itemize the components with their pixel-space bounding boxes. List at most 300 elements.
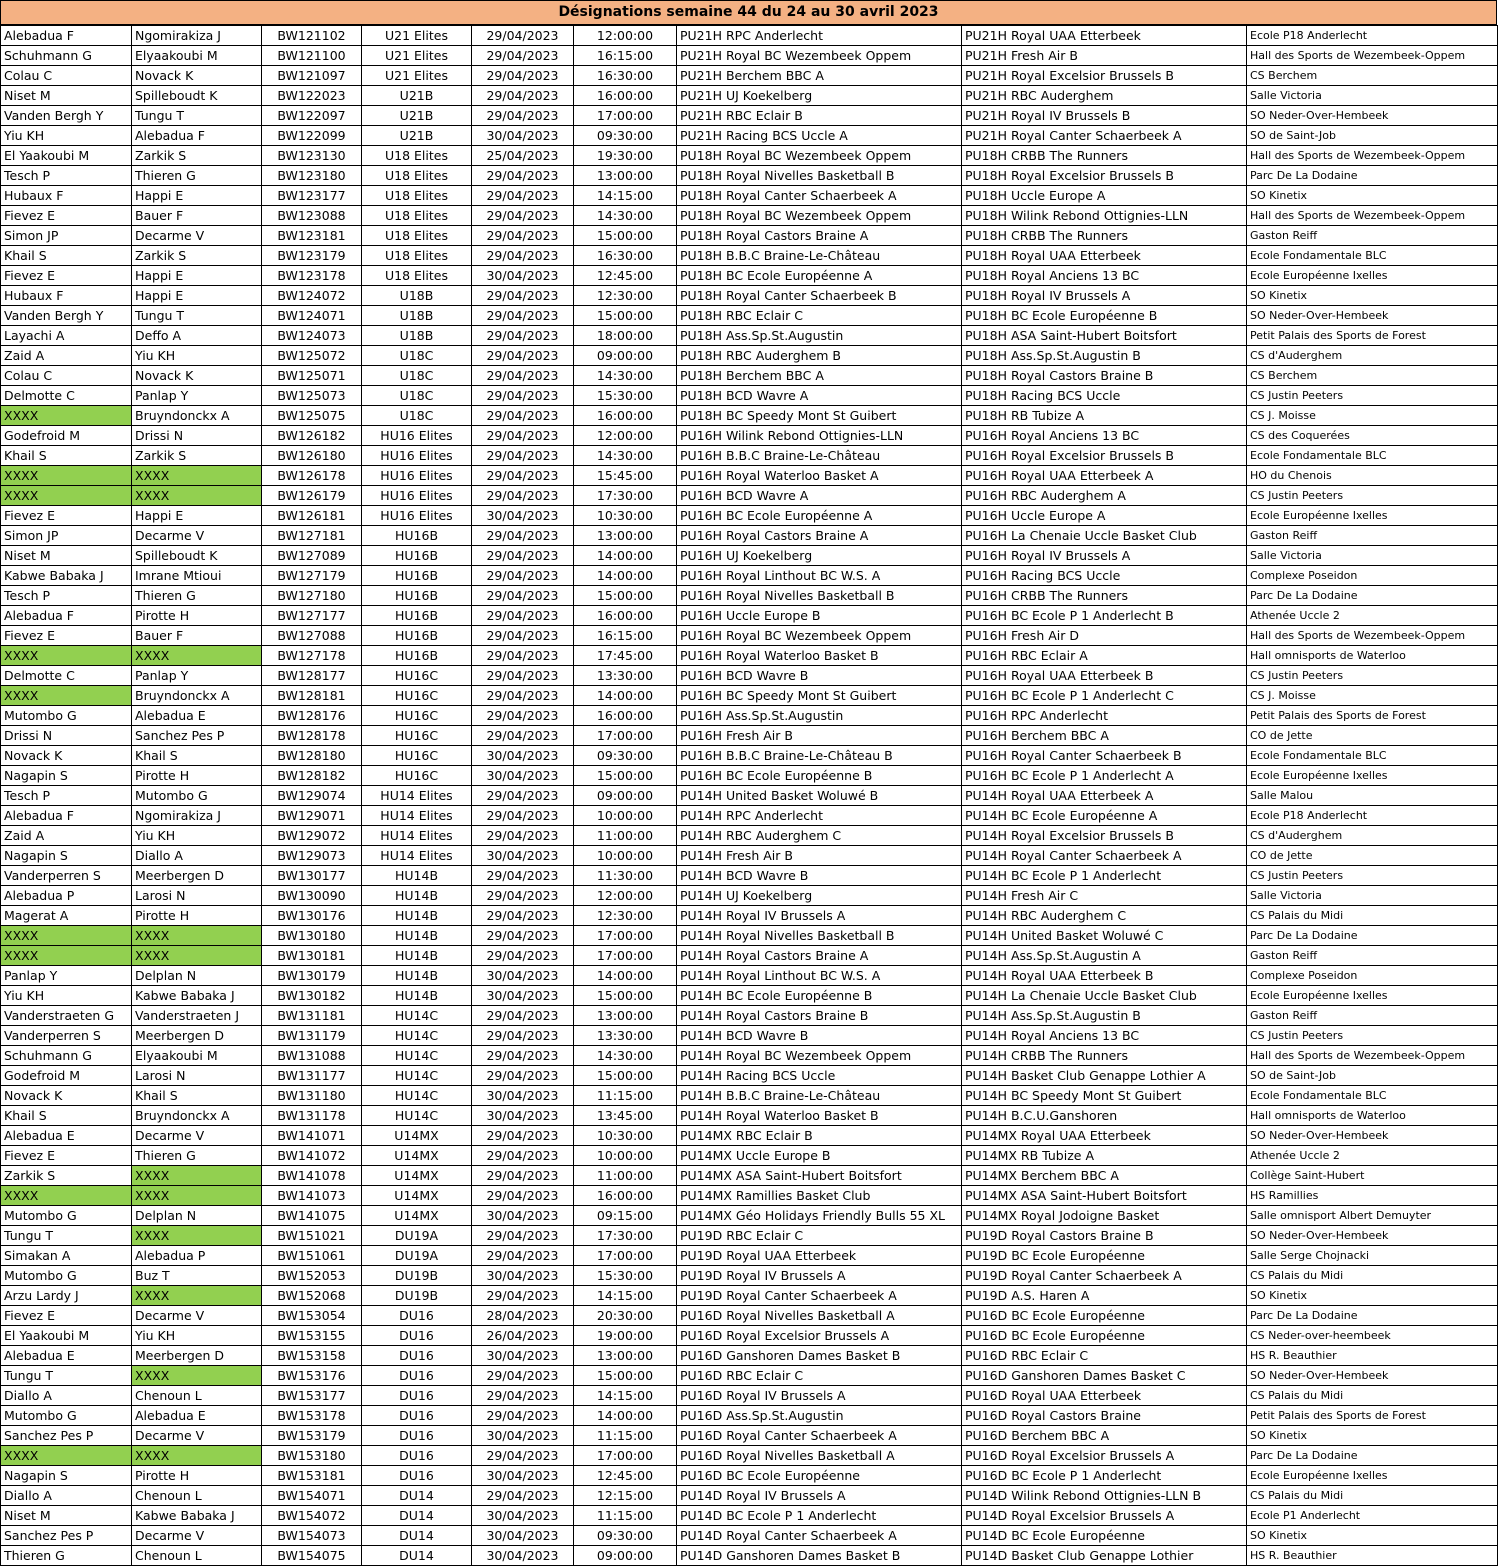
referee-2-cell: Happi E <box>132 186 262 206</box>
date-cell: 30/04/2023 <box>472 1266 574 1286</box>
match-id-cell: BW123177 <box>262 186 362 206</box>
referee-2-cell: Alebadua P <box>132 1246 262 1266</box>
category-cell: DU19A <box>362 1246 472 1266</box>
away-team-cell: PU14H CRBB The Runners <box>962 1046 1247 1066</box>
home-team-cell: PU16D BC Ecole Européenne <box>677 1466 962 1486</box>
away-team-cell: PU16D Berchem BBC A <box>962 1426 1247 1446</box>
time-cell: 09:30:00 <box>574 1526 677 1546</box>
referee-1-cell: Zaid A <box>1 826 132 846</box>
home-team-cell: PU16H BCD Wavre B <box>677 666 962 686</box>
date-cell: 29/04/2023 <box>472 166 574 186</box>
referee-1-cell: Simakan A <box>1 1246 132 1266</box>
match-id-cell: BW130180 <box>262 926 362 946</box>
match-id-cell: BW153155 <box>262 1326 362 1346</box>
referee-1-cell: Yiu KH <box>1 126 132 146</box>
table-row <box>1 86 1498 106</box>
referee-1-cell: Yiu KH <box>1 986 132 1006</box>
time-cell: 09:30:00 <box>574 746 677 766</box>
category-cell: HU14C <box>362 1006 472 1026</box>
away-team-cell: PU18H Royal Castors Braine B <box>962 366 1247 386</box>
home-team-cell: PU14H RPC Anderlecht <box>677 806 962 826</box>
referee-1-cell: XXXX <box>1 486 132 506</box>
referee-1-cell: Zaid A <box>1 346 132 366</box>
time-cell: 09:30:00 <box>574 126 677 146</box>
away-team-cell: PU16H Uccle Europe A <box>962 506 1247 526</box>
referee-2-cell: XXXX <box>132 1226 262 1246</box>
time-cell: 17:30:00 <box>574 1226 677 1246</box>
category-cell: DU19B <box>362 1286 472 1306</box>
away-team-cell: PU21H Royal IV Brussels B <box>962 106 1247 126</box>
home-team-cell: PU18H Royal BC Wezembeek Oppem <box>677 206 962 226</box>
table-row <box>1 466 1498 486</box>
time-cell: 12:00:00 <box>574 26 677 46</box>
category-cell: U21 Elites <box>362 46 472 66</box>
away-team-cell: PU14H BC Ecole P 1 Anderlecht <box>962 866 1247 886</box>
home-team-cell: PU16H Uccle Europe B <box>677 606 962 626</box>
referee-1-cell: Alebadua F <box>1 26 132 46</box>
date-cell: 30/04/2023 <box>472 746 574 766</box>
referee-2-cell: Meerbergen D <box>132 1026 262 1046</box>
referee-2-cell: Zarkik S <box>132 146 262 166</box>
referee-2-cell: XXXX <box>132 926 262 946</box>
referee-1-cell: Mutombo G <box>1 706 132 726</box>
away-team-cell: PU16H Berchem BBC A <box>962 726 1247 746</box>
home-team-cell: PU16H Royal Nivelles Basketball B <box>677 586 962 606</box>
away-team-cell: PU14H Ass.Sp.St.Augustin B <box>962 1006 1247 1026</box>
time-cell: 11:15:00 <box>574 1506 677 1526</box>
match-id-cell: BW153179 <box>262 1426 362 1446</box>
venue-cell: Hall des Sports de Wezembeek-Oppem <box>1247 146 1498 166</box>
venue-cell: Parc De La Dodaine <box>1247 1306 1498 1326</box>
table-row <box>1 1486 1498 1506</box>
referee-2-cell: Bruyndonckx A <box>132 406 262 426</box>
match-id-cell: BW121102 <box>262 26 362 46</box>
match-id-cell: BW124073 <box>262 326 362 346</box>
time-cell: 16:00:00 <box>574 86 677 106</box>
category-cell: HU14 Elites <box>362 826 472 846</box>
referee-1-cell: Fievez E <box>1 506 132 526</box>
table-row <box>1 726 1498 746</box>
match-id-cell: BW124072 <box>262 286 362 306</box>
referee-2-cell: Alebadua F <box>132 126 262 146</box>
category-cell: DU16 <box>362 1406 472 1426</box>
referee-1-cell: El Yaakoubi M <box>1 1326 132 1346</box>
referee-1-cell: Tungu T <box>1 1226 132 1246</box>
time-cell: 10:00:00 <box>574 806 677 826</box>
match-id-cell: BW128180 <box>262 746 362 766</box>
category-cell: HU16B <box>362 606 472 626</box>
category-cell: U18C <box>362 406 472 426</box>
away-team-cell: PU14H La Chenaie Uccle Basket Club <box>962 986 1247 1006</box>
venue-cell: Gaston Reiff <box>1247 946 1498 966</box>
match-id-cell: BW128182 <box>262 766 362 786</box>
referee-2-cell: XXXX <box>132 1446 262 1466</box>
away-team-cell: PU18H Wilink Rebond Ottignies-LLN <box>962 206 1247 226</box>
referee-1-cell: Vanderperren S <box>1 866 132 886</box>
time-cell: 17:00:00 <box>574 1246 677 1266</box>
time-cell: 16:15:00 <box>574 46 677 66</box>
away-team-cell: PU18H CRBB The Runners <box>962 146 1247 166</box>
match-id-cell: BW154071 <box>262 1486 362 1506</box>
date-cell: 29/04/2023 <box>472 1146 574 1166</box>
venue-cell: Petit Palais des Sports de Forest <box>1247 326 1498 346</box>
venue-cell: Salle Serge Chojnacki <box>1247 1246 1498 1266</box>
table-row <box>1 846 1498 866</box>
table-row <box>1 1326 1498 1346</box>
match-id-cell: BW127181 <box>262 526 362 546</box>
referee-1-cell: Vanderstraeten G <box>1 1006 132 1026</box>
time-cell: 16:30:00 <box>574 66 677 86</box>
date-cell: 25/04/2023 <box>472 146 574 166</box>
referee-2-cell: Chenoun L <box>132 1386 262 1406</box>
referee-1-cell: Tungu T <box>1 1366 132 1386</box>
match-id-cell: BW151021 <box>262 1226 362 1246</box>
away-team-cell: PU16H Royal UAA Etterbeek B <box>962 666 1247 686</box>
table-row <box>1 786 1498 806</box>
date-cell: 29/04/2023 <box>472 886 574 906</box>
date-cell: 29/04/2023 <box>472 1286 574 1306</box>
match-id-cell: BW129074 <box>262 786 362 806</box>
venue-cell: Hall omnisports de Waterloo <box>1247 646 1498 666</box>
date-cell: 29/04/2023 <box>472 626 574 646</box>
referee-1-cell: Vanderperren S <box>1 1026 132 1046</box>
referee-2-cell: Pirotte H <box>132 906 262 926</box>
time-cell: 16:00:00 <box>574 406 677 426</box>
table-row <box>1 1286 1498 1306</box>
referee-1-cell: Fievez E <box>1 1306 132 1326</box>
table-row <box>1 646 1498 666</box>
venue-cell: SO Kinetix <box>1247 1426 1498 1446</box>
venue-cell: CS Palais du Midi <box>1247 906 1498 926</box>
home-team-cell: PU16H B.B.C Braine-Le-Château <box>677 446 962 466</box>
category-cell: U18 Elites <box>362 226 472 246</box>
match-id-cell: BW154075 <box>262 1546 362 1566</box>
referee-2-cell: Decarme V <box>132 1126 262 1146</box>
referee-2-cell: Decarme V <box>132 1526 262 1546</box>
match-id-cell: BW126180 <box>262 446 362 466</box>
date-cell: 29/04/2023 <box>472 706 574 726</box>
venue-cell: CS Justin Peeters <box>1247 866 1498 886</box>
venue-cell: Ecole P1 Anderlecht <box>1247 1506 1498 1526</box>
table-row <box>1 1166 1498 1186</box>
away-team-cell: PU14H Royal Anciens 13 BC <box>962 1026 1247 1046</box>
table-row <box>1 1206 1498 1226</box>
time-cell: 13:00:00 <box>574 166 677 186</box>
time-cell: 09:00:00 <box>574 786 677 806</box>
referee-1-cell: Drissi N <box>1 726 132 746</box>
home-team-cell: PU14MX Géo Holidays Friendly Bulls 55 XL <box>677 1206 962 1226</box>
venue-cell: SO Neder-Over-Hembeek <box>1247 1366 1498 1386</box>
home-team-cell: PU16D Royal Canter Schaerbeek A <box>677 1426 962 1446</box>
away-team-cell: PU18H ASA Saint-Hubert Boitsfort <box>962 326 1247 346</box>
away-team-cell: PU14D BC Ecole Européenne <box>962 1526 1247 1546</box>
table-row <box>1 46 1498 66</box>
match-id-cell: BW124071 <box>262 306 362 326</box>
away-team-cell: PU16H Royal IV Brussels A <box>962 546 1247 566</box>
away-team-cell: PU19D Royal Canter Schaerbeek A <box>962 1266 1247 1286</box>
category-cell: U18B <box>362 326 472 346</box>
referee-2-cell: Deffo A <box>132 326 262 346</box>
referee-1-cell: Colau C <box>1 366 132 386</box>
time-cell: 14:30:00 <box>574 446 677 466</box>
match-id-cell: BW141073 <box>262 1186 362 1206</box>
referee-2-cell: Khail S <box>132 1086 262 1106</box>
referee-1-cell: XXXX <box>1 406 132 426</box>
venue-cell: Gaston Reiff <box>1247 226 1498 246</box>
match-id-cell: BW131179 <box>262 1026 362 1046</box>
home-team-cell: PU14H UJ Koekelberg <box>677 886 962 906</box>
home-team-cell: PU14H Royal Waterloo Basket B <box>677 1106 962 1126</box>
match-id-cell: BW128181 <box>262 686 362 706</box>
referee-1-cell: Sanchez Pes P <box>1 1426 132 1446</box>
home-team-cell: PU14H BCD Wavre B <box>677 1026 962 1046</box>
table-row <box>1 1086 1498 1106</box>
venue-cell: CO de Jette <box>1247 846 1498 866</box>
home-team-cell: PU16H BC Ecole Européenne A <box>677 506 962 526</box>
away-team-cell: PU16H Racing BCS Uccle <box>962 566 1247 586</box>
venue-cell: SO Neder-Over-Hembeek <box>1247 106 1498 126</box>
category-cell: HU16B <box>362 526 472 546</box>
venue-cell: HS Ramillies <box>1247 1186 1498 1206</box>
away-team-cell: PU21H Royal Canter Schaerbeek A <box>962 126 1247 146</box>
venue-cell: Parc De La Dodaine <box>1247 166 1498 186</box>
time-cell: 14:00:00 <box>574 966 677 986</box>
home-team-cell: PU18H Ass.Sp.St.Augustin <box>677 326 962 346</box>
table-row <box>1 266 1498 286</box>
date-cell: 29/04/2023 <box>472 106 574 126</box>
home-team-cell: PU18H RBC Eclair C <box>677 306 962 326</box>
date-cell: 29/04/2023 <box>472 1166 574 1186</box>
match-id-cell: BW131177 <box>262 1066 362 1086</box>
date-cell: 29/04/2023 <box>472 946 574 966</box>
date-cell: 29/04/2023 <box>472 906 574 926</box>
time-cell: 14:15:00 <box>574 1286 677 1306</box>
away-team-cell: PU14H B.C.U.Ganshoren <box>962 1106 1247 1126</box>
match-id-cell: BW122023 <box>262 86 362 106</box>
date-cell: 29/04/2023 <box>472 926 574 946</box>
category-cell: HU14 Elites <box>362 786 472 806</box>
away-team-cell: PU16H CRBB The Runners <box>962 586 1247 606</box>
category-cell: U14MX <box>362 1126 472 1146</box>
table-row <box>1 1106 1498 1126</box>
referee-1-cell: Nagapin S <box>1 766 132 786</box>
table-row <box>1 906 1498 926</box>
referee-1-cell: Delmotte C <box>1 666 132 686</box>
home-team-cell: PU14H Royal Nivelles Basketball B <box>677 926 962 946</box>
time-cell: 15:00:00 <box>574 986 677 1006</box>
table-row <box>1 606 1498 626</box>
table-row <box>1 1446 1498 1466</box>
referee-1-cell: Layachi A <box>1 326 132 346</box>
venue-cell: Ecole Européenne Ixelles <box>1247 506 1498 526</box>
time-cell: 12:45:00 <box>574 266 677 286</box>
category-cell: U14MX <box>362 1186 472 1206</box>
home-team-cell: PU14MX Ramillies Basket Club <box>677 1186 962 1206</box>
referee-2-cell: Panlap Y <box>132 386 262 406</box>
match-id-cell: BW129073 <box>262 846 362 866</box>
referee-2-cell: Happi E <box>132 506 262 526</box>
away-team-cell: PU18H Royal IV Brussels A <box>962 286 1247 306</box>
table-row <box>1 686 1498 706</box>
away-team-cell: PU16D BC Ecole Européenne <box>962 1326 1247 1346</box>
table-row <box>1 226 1498 246</box>
away-team-cell: PU14H BC Ecole Européenne A <box>962 806 1247 826</box>
match-id-cell: BW131181 <box>262 1006 362 1026</box>
referee-1-cell: Schuhmann G <box>1 1046 132 1066</box>
date-cell: 30/04/2023 <box>472 1506 574 1526</box>
category-cell: DU14 <box>362 1486 472 1506</box>
date-cell: 30/04/2023 <box>472 986 574 1006</box>
referee-1-cell: Alebadua P <box>1 886 132 906</box>
category-cell: U18C <box>362 366 472 386</box>
home-team-cell: PU14H United Basket Woluwé B <box>677 786 962 806</box>
away-team-cell: PU16H BC Ecole P 1 Anderlecht C <box>962 686 1247 706</box>
referee-1-cell: Niset M <box>1 546 132 566</box>
time-cell: 14:30:00 <box>574 366 677 386</box>
time-cell: 15:00:00 <box>574 306 677 326</box>
category-cell: HU16B <box>362 646 472 666</box>
venue-cell: Petit Palais des Sports de Forest <box>1247 1406 1498 1426</box>
time-cell: 14:00:00 <box>574 566 677 586</box>
referee-2-cell: XXXX <box>132 1186 262 1206</box>
venue-cell: SO de Saint-Job <box>1247 1066 1498 1086</box>
date-cell: 29/04/2023 <box>472 246 574 266</box>
time-cell: 11:15:00 <box>574 1086 677 1106</box>
time-cell: 12:30:00 <box>574 286 677 306</box>
table-row <box>1 746 1498 766</box>
home-team-cell: PU14H BCD Wavre B <box>677 866 962 886</box>
referee-2-cell: Alebadua E <box>132 1406 262 1426</box>
time-cell: 15:00:00 <box>574 586 677 606</box>
venue-cell: CS d'Auderghem <box>1247 826 1498 846</box>
away-team-cell: PU14H Royal UAA Etterbeek B <box>962 966 1247 986</box>
venue-cell: CS Berchem <box>1247 66 1498 86</box>
away-team-cell: PU14H Royal Canter Schaerbeek A <box>962 846 1247 866</box>
venue-cell: SO Neder-Over-Hembeek <box>1247 1226 1498 1246</box>
time-cell: 16:00:00 <box>574 1186 677 1206</box>
home-team-cell: PU18H BC Speedy Mont St Guibert <box>677 406 962 426</box>
venue-cell: Complexe Poseidon <box>1247 966 1498 986</box>
home-team-cell: PU18H Royal Canter Schaerbeek B <box>677 286 962 306</box>
category-cell: DU14 <box>362 1546 472 1566</box>
referee-2-cell: Kabwe Babaka J <box>132 1506 262 1526</box>
home-team-cell: PU16H Royal Castors Braine A <box>677 526 962 546</box>
home-team-cell: PU16H Ass.Sp.St.Augustin <box>677 706 962 726</box>
category-cell: HU14C <box>362 1106 472 1126</box>
referee-1-cell: Thieren G <box>1 1546 132 1566</box>
category-cell: HU16 Elites <box>362 486 472 506</box>
category-cell: DU16 <box>362 1386 472 1406</box>
venue-cell: Salle omnisport Albert Demuyter <box>1247 1206 1498 1226</box>
category-cell: U18B <box>362 306 472 326</box>
referee-1-cell: Novack K <box>1 746 132 766</box>
referee-2-cell: Larosi N <box>132 1066 262 1086</box>
home-team-cell: PU19D Royal IV Brussels A <box>677 1266 962 1286</box>
referee-1-cell: XXXX <box>1 926 132 946</box>
time-cell: 12:15:00 <box>574 1486 677 1506</box>
away-team-cell: PU16H BC Ecole P 1 Anderlecht B <box>962 606 1247 626</box>
away-team-cell: PU14H Fresh Air C <box>962 886 1247 906</box>
referee-1-cell: Vanden Bergh Y <box>1 106 132 126</box>
date-cell: 29/04/2023 <box>472 346 574 366</box>
match-id-cell: BW128177 <box>262 666 362 686</box>
table-row <box>1 426 1498 446</box>
table-row <box>1 186 1498 206</box>
category-cell: HU16C <box>362 706 472 726</box>
category-cell: HU16B <box>362 546 472 566</box>
home-team-cell: PU16D Royal IV Brussels A <box>677 1386 962 1406</box>
referee-2-cell: Panlap Y <box>132 666 262 686</box>
date-cell: 29/04/2023 <box>472 1226 574 1246</box>
home-team-cell: PU14MX RBC Eclair B <box>677 1126 962 1146</box>
venue-cell: Athenée Uccle 2 <box>1247 1146 1498 1166</box>
match-id-cell: BW151061 <box>262 1246 362 1266</box>
match-id-cell: BW121097 <box>262 66 362 86</box>
referee-2-cell: Thieren G <box>132 586 262 606</box>
venue-cell: Ecole Européenne Ixelles <box>1247 266 1498 286</box>
time-cell: 13:00:00 <box>574 526 677 546</box>
away-team-cell: PU16H RPC Anderlecht <box>962 706 1247 726</box>
date-cell: 29/04/2023 <box>472 1026 574 1046</box>
referee-2-cell: Thieren G <box>132 1146 262 1166</box>
referee-2-cell: Happi E <box>132 286 262 306</box>
home-team-cell: PU14D Ganshoren Dames Basket B <box>677 1546 962 1566</box>
date-cell: 29/04/2023 <box>472 406 574 426</box>
category-cell: HU14 Elites <box>362 806 472 826</box>
time-cell: 15:00:00 <box>574 766 677 786</box>
referee-2-cell: Tungu T <box>132 106 262 126</box>
date-cell: 30/04/2023 <box>472 1206 574 1226</box>
category-cell: U14MX <box>362 1166 472 1186</box>
time-cell: 10:00:00 <box>574 846 677 866</box>
date-cell: 30/04/2023 <box>472 1546 574 1566</box>
referee-1-cell: Alebadua E <box>1 1346 132 1366</box>
venue-cell: CS d'Auderghem <box>1247 346 1498 366</box>
referee-2-cell: Delplan N <box>132 966 262 986</box>
category-cell: U18 Elites <box>362 266 472 286</box>
table-row <box>1 926 1498 946</box>
time-cell: 15:00:00 <box>574 1366 677 1386</box>
referee-1-cell: Kabwe Babaka J <box>1 566 132 586</box>
referee-1-cell: Simon JP <box>1 526 132 546</box>
referee-1-cell: Delmotte C <box>1 386 132 406</box>
venue-cell: Petit Palais des Sports de Forest <box>1247 706 1498 726</box>
date-cell: 29/04/2023 <box>472 806 574 826</box>
time-cell: 13:00:00 <box>574 1346 677 1366</box>
match-id-cell: BW153180 <box>262 1446 362 1466</box>
category-cell: HU14C <box>362 1086 472 1106</box>
match-id-cell: BW127178 <box>262 646 362 666</box>
home-team-cell: PU18H Royal Canter Schaerbeek A <box>677 186 962 206</box>
match-id-cell: BW141072 <box>262 1146 362 1166</box>
venue-cell: Salle Malou <box>1247 786 1498 806</box>
referee-2-cell: Chenoun L <box>132 1486 262 1506</box>
venue-cell: CS des Coquerées <box>1247 426 1498 446</box>
home-team-cell: PU21H Racing BCS Uccle A <box>677 126 962 146</box>
venue-cell: Hall des Sports de Wezembeek-Oppem <box>1247 626 1498 646</box>
home-team-cell: PU14H Racing BCS Uccle <box>677 1066 962 1086</box>
referee-1-cell: Niset M <box>1 86 132 106</box>
table-row <box>1 206 1498 226</box>
referee-1-cell: Diallo A <box>1 1386 132 1406</box>
time-cell: 14:15:00 <box>574 186 677 206</box>
home-team-cell: PU16D Ass.Sp.St.Augustin <box>677 1406 962 1426</box>
date-cell: 29/04/2023 <box>472 786 574 806</box>
home-team-cell: PU18H RBC Auderghem B <box>677 346 962 366</box>
away-team-cell: PU18H Royal Anciens 13 BC <box>962 266 1247 286</box>
time-cell: 12:00:00 <box>574 886 677 906</box>
category-cell: HU14C <box>362 1046 472 1066</box>
